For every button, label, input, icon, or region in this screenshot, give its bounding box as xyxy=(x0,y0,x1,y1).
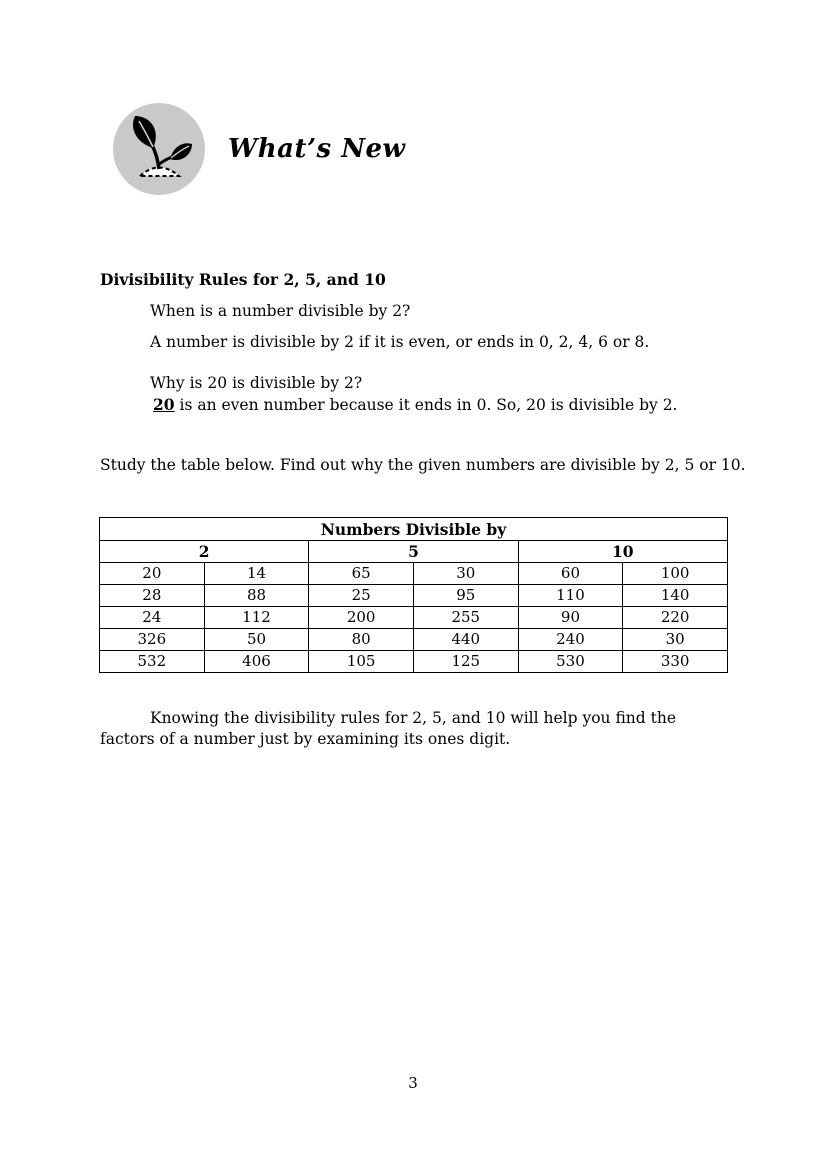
table-cell: 125 xyxy=(413,651,518,673)
study-prompt: Study the table below. Find out why the given numbers are divisible by 2, 5 or 10. xyxy=(100,456,746,474)
table-cell: 240 xyxy=(518,629,623,651)
table-cell: 95 xyxy=(413,585,518,607)
table-cell: 80 xyxy=(309,629,414,651)
seedling-icon xyxy=(113,103,205,195)
table-title-row xyxy=(100,518,728,541)
table-cell: 25 xyxy=(309,585,414,607)
table-cell: 100 xyxy=(623,563,728,585)
closing-paragraph: Knowing the divisibility rules for 2, 5, and 10 will help you find the factors of a number just by examining its ones digit. xyxy=(100,709,677,748)
table-cell: 255 xyxy=(413,607,518,629)
table-row xyxy=(100,563,728,585)
table-row xyxy=(100,585,728,607)
answer-1: A number is divisible by 2 if it is even, or ends in 0, 2, 4, 6 or 8. xyxy=(150,333,650,351)
table-cell: 112 xyxy=(204,607,309,629)
table-cell: 90 xyxy=(518,607,623,629)
table-cell: 440 xyxy=(413,629,518,651)
table-cell: 140 xyxy=(623,585,728,607)
table-cell: 530 xyxy=(518,651,623,673)
table-cell: 30 xyxy=(413,563,518,585)
table-cell: 14 xyxy=(204,563,309,585)
table-cell: 28 xyxy=(100,585,205,607)
answer-2-emphasized-number: 20 xyxy=(153,395,175,414)
question-1: When is a number divisible by 2? xyxy=(150,302,411,320)
table-group-header-row xyxy=(100,541,728,563)
question-2: Why is 20 is divisible by 2? xyxy=(150,374,363,392)
table-row xyxy=(100,651,728,673)
table-cell: 88 xyxy=(204,585,309,607)
page-number: 3 xyxy=(408,1074,418,1092)
table-cell: 406 xyxy=(204,651,309,673)
table-cell: 110 xyxy=(518,585,623,607)
table-cell: 220 xyxy=(623,607,728,629)
answer-2 xyxy=(153,395,677,414)
group-header-5: 5 xyxy=(309,541,518,563)
table-row xyxy=(100,629,728,651)
lesson-heading: Divisibility Rules for 2, 5, and 10 xyxy=(100,270,386,289)
table-cell: 24 xyxy=(100,607,205,629)
group-header-10: 10 xyxy=(518,541,727,563)
group-header-2: 2 xyxy=(100,541,309,563)
page-title: What’s New xyxy=(228,134,406,164)
table-cell: 20 xyxy=(100,563,205,585)
table-cell: 326 xyxy=(100,629,205,651)
section-badge xyxy=(113,103,205,195)
table-cell: 532 xyxy=(100,651,205,673)
table-cell: 30 xyxy=(623,629,728,651)
answer-2-text: is an even number because it ends in 0. So, 20 is divisible by 2. xyxy=(174,396,678,414)
table-cell: 60 xyxy=(518,563,623,585)
table-cell: 200 xyxy=(309,607,414,629)
divisibility-table xyxy=(99,517,728,673)
table-cell: 330 xyxy=(623,651,728,673)
table-cell: 65 xyxy=(309,563,414,585)
table-title: Numbers Divisible by xyxy=(100,518,728,541)
table-cell: 105 xyxy=(309,651,414,673)
table-row xyxy=(100,607,728,629)
table-cell: 50 xyxy=(204,629,309,651)
